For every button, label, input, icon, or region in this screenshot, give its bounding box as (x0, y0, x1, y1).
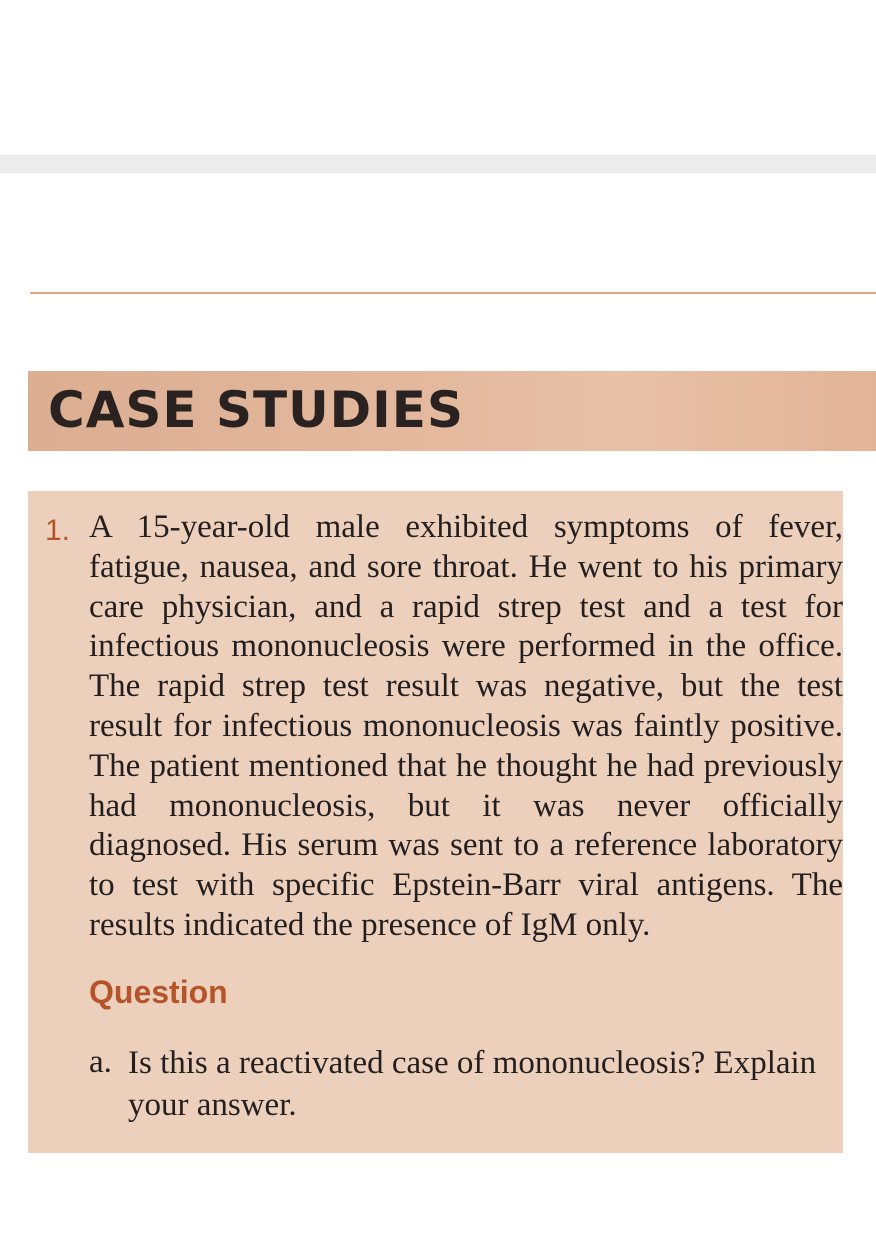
top-gray-band (0, 155, 876, 173)
section-title: CASE STUDIES (48, 381, 464, 439)
divider-rule (30, 292, 876, 294)
case-description: A 15-year-old male exhibited symptoms of fever, fatigue, nausea, and sore throat. He went to his primary care physician, and a rapid strep test and a test for infectious mononucleosis were performed in the office. The rapid strep test result was negative, but the test result for infectious mononucleosis was faintly positive. The patient mentioned that he thought he had previously had mononucleosis, but it was never officially diagnosed. His serum was sent to a reference laboratory to test with specific Epstein-Barr viral antigens. The results indicated the presence of IgM only. (89, 509, 843, 943)
question-heading: Question (89, 974, 228, 1010)
question-item-letter: a. (89, 1044, 112, 1080)
case-number: 1. (45, 514, 71, 547)
question-item-text: Is this a reactivated case of mononucleosis? Explain your answer. (128, 1045, 817, 1123)
